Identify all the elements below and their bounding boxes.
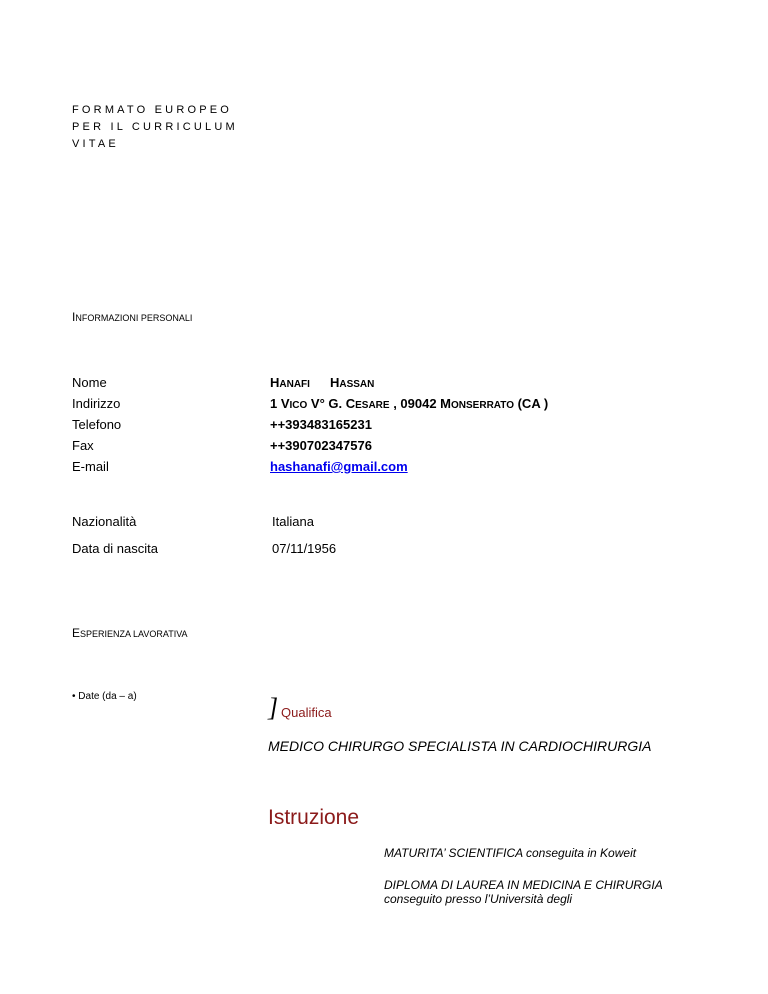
label-fax: Fax [72, 438, 94, 453]
first-name-rest: ANAFI [279, 379, 310, 390]
section-title-rest: SPERIENZA LAVORATIVA [80, 629, 188, 639]
last-name-rest: ASSAN [339, 379, 375, 390]
address-part: ESARE [355, 400, 390, 411]
bracket-glyph: ] [268, 693, 279, 722]
address-part: ICO [289, 400, 308, 411]
section-title-education: Istruzione [268, 806, 360, 829]
education-item: DIPLOMA DI LAUREA IN MEDICINA E CHIRURGIA conseguito presso l’Università degli [384, 878, 663, 906]
value-indirizzo [270, 396, 548, 411]
value-telefono: ++393483165231 [270, 417, 372, 432]
address-part: (CA ) [513, 396, 549, 411]
cv-header-line-3: VITAE [72, 138, 119, 150]
address-part: ONSERRATO [451, 400, 514, 411]
qualifica-label: Qualifica [281, 705, 332, 720]
section-title-personal-info [72, 310, 192, 324]
value-data-nascita: 07/11/1956 [272, 541, 337, 556]
address-part: , 09042 M [389, 396, 452, 411]
section-title-initial: I [72, 310, 76, 324]
last-name-initial: H [329, 375, 340, 390]
label-nazionalita: Nazionalità [72, 514, 137, 529]
value-nazionalita: Italiana [272, 514, 314, 529]
first-name-initial: H [270, 375, 280, 390]
email-link[interactable]: hashanafi@gmail.com [270, 459, 408, 474]
label-telefono: Telefono [72, 417, 122, 432]
label-indirizzo: Indirizzo [72, 396, 121, 411]
value-fax: ++390702347576 [270, 438, 372, 453]
label-data-nascita: Data di nascita [72, 541, 158, 556]
label-email: E-mail [72, 459, 109, 474]
address-part: 1 V [270, 396, 290, 411]
section-title-rest: NFORMAZIONI PERSONALI [75, 313, 193, 323]
section-title-experience [72, 626, 188, 640]
address-part: V° G. C [307, 396, 356, 411]
cv-header-line-2: PER IL CURRICULUM [72, 121, 238, 133]
cv-header-line-1: FORMATO EUROPEO [72, 104, 233, 116]
label-date-range: • Date (da – a) [72, 691, 137, 702]
value-nome [270, 375, 374, 390]
qualifica-value: MEDICO CHIRURGO SPECIALISTA IN CARDIOCHIRURGIA [268, 738, 652, 754]
education-item: MATURITA’ SCIENTIFICA conseguita in Koweit [384, 846, 637, 860]
section-title-initial: E [72, 626, 81, 640]
label-nome: Nome [72, 375, 107, 390]
